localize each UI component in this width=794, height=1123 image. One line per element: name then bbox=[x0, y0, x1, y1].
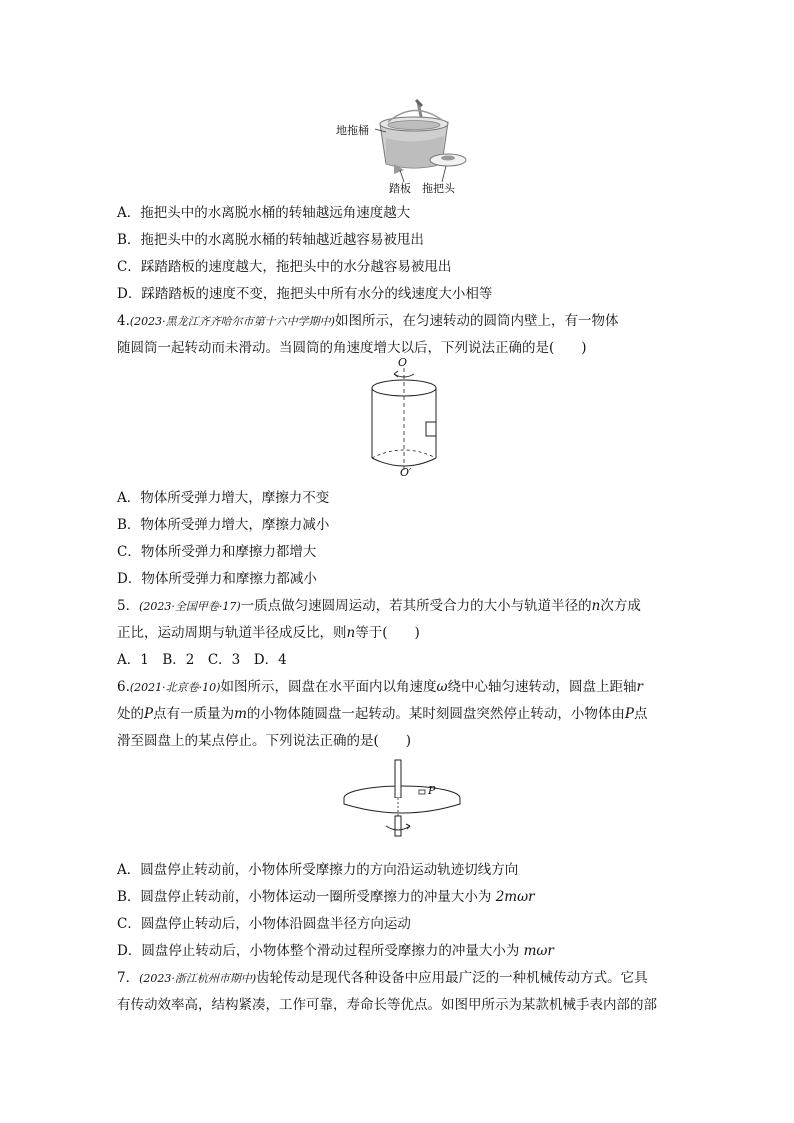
q4-stem-line2: 随圆筒一起转动而未滑动。当圆筒的角速度增大以后，下列说法正确的是( ) bbox=[117, 340, 587, 356]
q3-option-b: B．拖把头中的水离脱水桶的转轴越近越容易被甩出 bbox=[117, 232, 424, 248]
q4-number: 4. bbox=[117, 313, 130, 329]
q6-option-d-expr: mωr bbox=[523, 943, 554, 959]
q4-option-c: C．物体所受弹力和摩擦力都增大 bbox=[117, 544, 317, 560]
mop-pedal-label: 踏板 bbox=[389, 182, 411, 195]
q5-number: 5． bbox=[117, 598, 140, 614]
q6-text-2b: 点有一质量为 bbox=[153, 706, 235, 722]
q4-option-a: A．物体所受弹力增大，摩擦力不变 bbox=[117, 490, 330, 506]
q6-text-2a: 处的 bbox=[117, 706, 144, 722]
cylinder-bottom-label: O′ bbox=[400, 466, 412, 479]
q6-text-1a: 如图所示，圆盘在水平面内以角速度 bbox=[220, 679, 437, 695]
q6-source: (2021·北京卷·10) bbox=[129, 681, 221, 694]
cylinder-drawing bbox=[360, 362, 450, 482]
disk-drawing bbox=[340, 758, 470, 840]
q6-option-b-expr: 2mωr bbox=[495, 889, 535, 905]
q6-var-m: m bbox=[234, 706, 247, 722]
q6-var-p: P bbox=[144, 706, 154, 722]
q5-var-n: n bbox=[591, 598, 601, 614]
q5-stem-line1 bbox=[117, 596, 641, 617]
q6-text-2d: 点 bbox=[634, 706, 648, 722]
q6-option-d bbox=[117, 941, 554, 961]
q7-stem-line1 bbox=[117, 968, 648, 989]
q5-text-1a: 一质点做匀速圆周运动，若其所受合力的大小与轨道半径的 bbox=[240, 598, 592, 614]
q6-var-r: r bbox=[636, 679, 643, 695]
q6-option-b-text: B．圆盘停止转动前，小物体运动一圈所受摩擦力的冲量大小为 bbox=[117, 889, 492, 905]
q6-number: 6. bbox=[117, 679, 130, 695]
q6-option-c: C．圆盘停止转动后，小物体沿圆盘半径方向运动 bbox=[117, 916, 411, 932]
disk-point-label: P bbox=[428, 784, 436, 797]
q6-text-2c: 的小物体随圆盘一起转动。某时刻圆盘突然停止转动，小物体由 bbox=[246, 706, 625, 722]
mop-bucket-figure bbox=[330, 98, 470, 194]
q5-var-n-2: n bbox=[346, 625, 356, 641]
disk-figure bbox=[340, 758, 470, 840]
q3-option-d: D．踩踏踏板的速度不变，拖把头中所有水分的线速度大小相等 bbox=[117, 286, 493, 302]
q4-option-b: B．物体所受弹力增大，摩擦力减小 bbox=[117, 517, 330, 533]
mop-head-label: 拖把头 bbox=[422, 182, 455, 195]
q6-stem-line2 bbox=[117, 704, 648, 724]
q4-text-1: 如图所示，在匀速转动的圆筒内壁上，有一物体 bbox=[334, 313, 619, 329]
q5-text-1b: 次方成 bbox=[600, 598, 641, 614]
q5-source: (2023·全国甲卷·17) bbox=[139, 600, 241, 613]
q6-text-1b: 绕中心轴匀速转动，圆盘上距轴 bbox=[447, 679, 637, 695]
q7-number: 7． bbox=[117, 970, 140, 986]
mop-bucket-label: 地拖桶 bbox=[336, 124, 369, 137]
q6-option-d-text: D．圆盘停止转动后，小物体整个滑动过程所受摩擦力的冲量大小为 bbox=[117, 943, 520, 959]
q4-stem-line1 bbox=[117, 311, 618, 332]
q6-stem-line1 bbox=[117, 677, 643, 698]
q7-stem-line2: 有传动效率高，结构紧凑，工作可靠，寿命长等优点。如图甲所示为某款机械手表内部的部 bbox=[117, 997, 657, 1013]
q5-text-2a: 正比，运动周期与轨道半径成反比，则 bbox=[117, 625, 347, 641]
cylinder-top-label: O bbox=[398, 356, 408, 369]
q3-option-a: A．拖把头中的水离脱水桶的转轴越远角速度越大 bbox=[117, 205, 411, 221]
q6-option-b bbox=[117, 887, 535, 907]
q7-source: (2023·浙江杭州市期中) bbox=[139, 972, 257, 985]
q5-options: A．1 B．2 C．3 D．4 bbox=[117, 652, 287, 668]
q6-var-omega: ω bbox=[436, 679, 448, 695]
q3-option-c: C．踩踏踏板的速度越大，拖把头中的水分越容易被甩出 bbox=[117, 259, 452, 275]
q4-source: (2023·黑龙江齐齐哈尔市第十六中学期中) bbox=[129, 315, 335, 328]
q5-text-2b: 等于( ) bbox=[355, 625, 420, 641]
q7-text-1: 齿轮传动是现代各种设备中应用最广泛的一种机械传动方式。它具 bbox=[256, 970, 648, 986]
q6-option-a: A．圆盘停止转动前，小物体所受摩擦力的方向沿运动轨迹切线方向 bbox=[117, 862, 519, 878]
q6-var-p-2: P bbox=[624, 706, 634, 722]
cylinder-figure bbox=[360, 356, 450, 482]
q5-stem-line2 bbox=[117, 623, 420, 643]
q4-option-d: D．物体所受弹力和摩擦力都减小 bbox=[117, 571, 317, 587]
q6-stem-line3: 滑至圆盘上的某点停止。下列说法正确的是( ) bbox=[117, 733, 412, 749]
